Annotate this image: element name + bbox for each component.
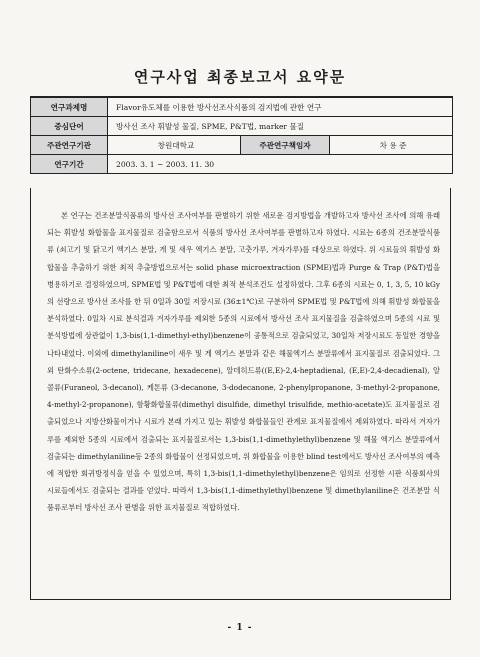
period-label: 연구기간 [31, 155, 108, 174]
info-row-project [31, 97, 453, 117]
institution-label: 주관연구기관 [31, 136, 108, 155]
page-number: - 1 - [227, 623, 253, 633]
info-table [30, 96, 453, 174]
info-row-keywords [31, 117, 453, 136]
project-value: Flavor유도체를 이용한 방사선조사식품의 검지법에 관한 연구 [108, 97, 453, 117]
institution-value: 창원대학교 [108, 136, 241, 155]
project-label: 연구과제명 [31, 97, 108, 117]
page-title: 연구사업 최종보고서 요약문 [133, 68, 347, 86]
pi-label: 주관연구책임자 [241, 136, 330, 155]
period-value: 2003. 3. 1 ~ 2003. 11. 30 [108, 155, 453, 174]
pi-value: 차 용 준 [330, 136, 453, 155]
keywords-label: 중심단어 [31, 117, 108, 136]
info-row-institution [31, 136, 453, 155]
info-row-period [31, 155, 453, 174]
summary-box [30, 188, 451, 600]
summary-text: 본 연구는 건조분말식품류의 방사선 조사여부를 판별하기 위한 새로운 검지방법을 개발하고자 방사선 조사에 의해 유래되는 휘발성 화합물을 표지물질로 검출함으로서 식품의 방사선 조사여부를 판별하고자 하였다. 시료는 6종의 건조분말식품류 (쇠고기 및 닭고기 엑기스 분말, 게 및 새우 엑기스 분말, 고춧가루, 겨자가루)를 대상으로 하였다. 위 시료들의 휘발성 화합물을 추출하기 위한 최적 추출방법으로서는 solid phase microextraction (SPME)법과 Purge & Trap (P&T)법을 병용하기로 결정하였으며, SPME법 및 P&T법에 대한 최적 분석조건도 설정하였다. 그후 6종의 시료는 0, 1, 3, 5, 10 kGy의 선량으로 방사선 조사를 한 뒤 0일과 30일 저장시료 (36±1℃)로 구분하여 SPME법 및 P&T법에 의해 휘발성 화합물을 분석하였다. 0일차 시료 분석결과 겨자가루를 제외한 5종의 시료에서 방사선 조사 표지물질을 검출하였으며 5종의 시료 및 분석방법에 상관없이 1,3-bis(1,1-dimethyl-ethyl)benzene이 공통적으로 검출되었고, 30일차 저장시료도 동일한 경향을 나타내었다. 이외에 dimethylaniline이 새우 및 게 엑기스 분말과 같은 해물엑기스 분말류에서 표지물질로 검출되었다. 그 외 탄화수소류(2-octene, tridecane, hexadecene), 알데히드류((E,E)-2,4-heptadienal, (E,E)-2,4-decadienal), 알콜류(Furaneol, 3-decanol), 케톤류 (3-decanone, 3-dodecanone, 2-phenylpropanone, 3-methyl-2-propanone, 4-methyl-2-propanone), 함황화합물류(dimethyl disulfide, dimethyl trisulfide, methio-acetate)도 표지물질로 검출되었으나 지방산화물이거나 시료가 본래 가지고 있는 휘발성 화합물들인 관계로 표지물질에서 제외하였다. 따라서 겨자가루를 제외한 5종의 시료에서 검출되는 표지물질로서는 1,3-bis(1,1-dimethylethyl)benzene 및 해물 엑기스 분말류에서 검출되는 dimethylaniline등 2종의 화합물이 선정되었으며, 위 화합물을 이용한 blind test에서도 방사선 조사여부의 예측에 적합한 회귀방정식을 얻을 수 있었으며, 특히 1,3-bis(1,1-dimethylethyl)benzene은 임의로 선정한 시판 식품회사의 시료들에서도 검출되는 결과를 얻었다. 따라서 1,3-bis(1,1-dimethylethyl)benzene 및 dimethylaniline은 건조분말 식품류로부터 방사선 조사 판별을 위한 표지물질로 적합하였다. [47, 211, 440, 513]
keywords-value: 방사선 조사 휘발성 물질, SPME, P&T법, marker 물질 [108, 117, 453, 136]
